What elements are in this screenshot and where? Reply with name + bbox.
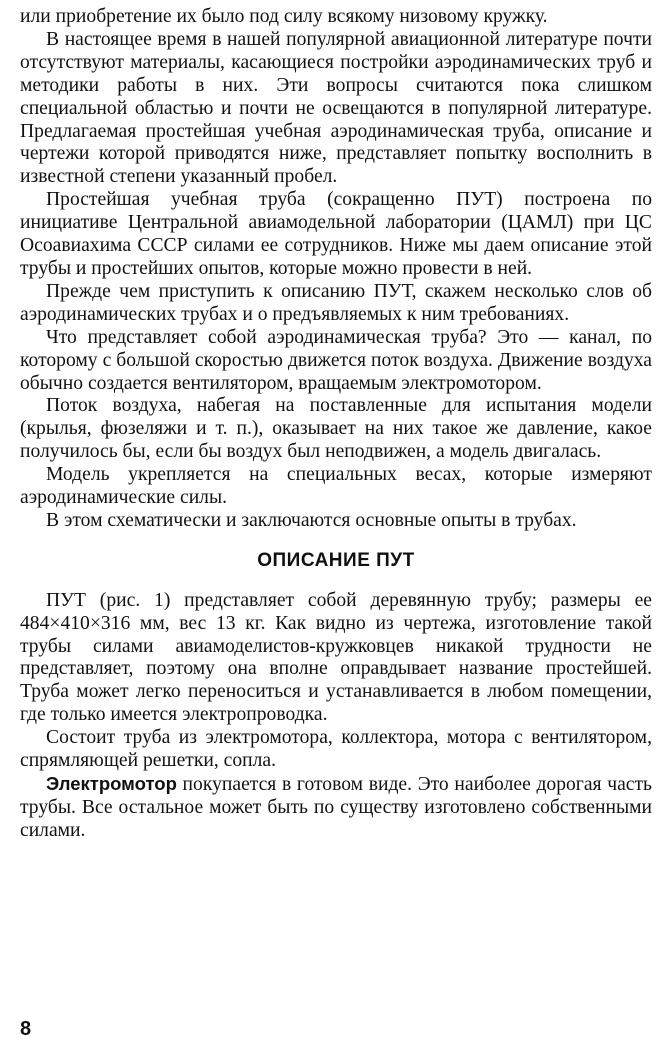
paragraph: Состоит труба из электромотора, коллектора, мотора с вентилятором, спрямляющей решетки, сопла.	[20, 727, 652, 772]
paragraph: Простейшая учебная труба (сокращенно ПУТ) построена по инициативе Центральной авиамодельной лаборатории (ЦАМЛ) при ЦС Осоавиахима СССР силами ее сотрудников. Ниже мы даем описание этой трубы и простейших опытов, которые можно провести в ней.	[20, 189, 652, 279]
paragraph	[20, 773, 652, 843]
paragraph: В настоящее время в нашей популярной авиационной литературе почти отсутствуют материалы, касающиеся постройки аэродинамических труб и методики работы в них. Эти вопросы считаются пока слишком специальной областью и почти не освещаются в популярной литературе. Предлагаемая простейшая учебная аэродинамическая труба, описание и чертежи которой приводятся ниже, представляет попытку восполнить в известной степени указанный пробел.	[20, 28, 652, 188]
page-number: 8	[20, 1018, 32, 1040]
bold-term: Электромотор	[46, 773, 177, 794]
paragraph: Поток воздуха, набегая на поставленные для испытания модели (крылья, фюзеляжи и т. п.), оказывает на них такое же давление, какое получилось бы, если бы воздух был неподвижен, а модель двигалась.	[20, 395, 652, 463]
paragraph: ПУТ (рис. 1) представляет собой деревянную трубу; размеры ее 484×410×316 мм, вес 13 кг. Как видно из чертежа, изготовление такой трубы силами авиамоделистов-кружковцев никакой трудности не представляет, поэтому она вполне оправдывает название простейшей. Труба может легко переноситься и устанавливается в любом помещении, где только имеется электропроводка.	[20, 589, 652, 726]
paragraph: Прежде чем приступить к описанию ПУТ, скажем несколько слов об аэродинамических трубах и о предъявляемых к ним требованиях.	[20, 280, 652, 325]
section-heading: ОПИСАНИЕ ПУТ	[257, 549, 415, 571]
paragraph: Модель укрепляется на специальных весах, которые измеряют аэродинамические силы.	[20, 464, 652, 509]
page-body	[20, 6, 652, 843]
paragraph: или приобретение их было под силу всякому низовому кружку.	[20, 6, 548, 27]
paragraph: В этом схематически и заключаются основные опыты в трубах.	[46, 509, 577, 531]
paragraph: Что представляет собой аэродинамическая труба? Это — канал, по которому с большой скоростью движется поток воздуха. Движение воздуха обычно создается вентилятором, вращаемым электромотором.	[20, 326, 652, 394]
term-paragraph-text: покупается в готовом виде. Это наиболее дорогая часть трубы. Все остальное может быть по существу изготовлено собственными силами.	[20, 774, 652, 841]
